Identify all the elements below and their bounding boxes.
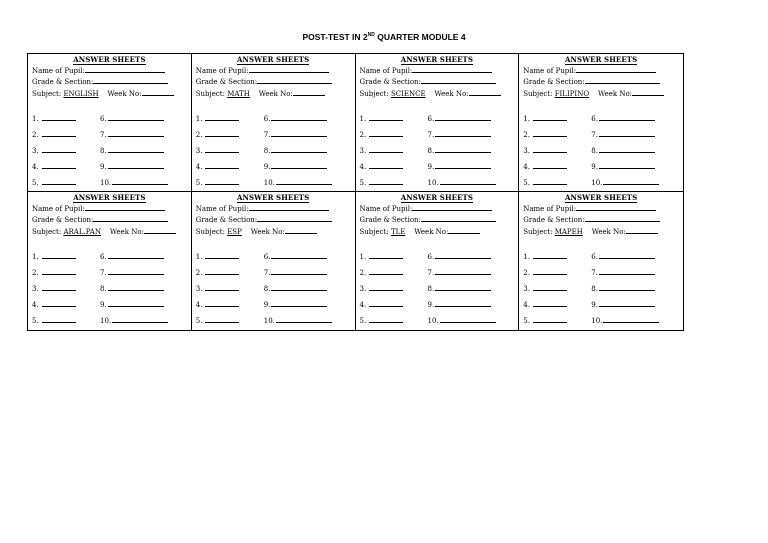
name-of-pupil-line: Name of Pupil: (523, 65, 679, 77)
answer-item: 6. (100, 113, 180, 125)
week-blank[interactable] (142, 88, 174, 96)
answer-item: 7. (264, 267, 344, 279)
answer-item: 4. (523, 299, 591, 311)
answer-blank[interactable] (440, 315, 496, 323)
answer-blank[interactable] (42, 315, 76, 323)
answer-item: 4. (523, 161, 591, 173)
answer-item: 9. (428, 161, 508, 173)
answer-blank[interactable] (440, 177, 496, 185)
answer-item: 3. (196, 283, 264, 295)
answer-item: 8. (264, 283, 344, 295)
answer-blank[interactable] (205, 251, 239, 259)
sheet-header: ANSWER SHEETS (400, 55, 473, 64)
name-blank[interactable] (249, 203, 329, 211)
answer-blank[interactable] (42, 267, 76, 275)
grade-section-line: Grade & Section: (196, 214, 351, 226)
answer-item: 10. (100, 177, 180, 189)
answer-blank[interactable] (108, 299, 164, 307)
answer-blank[interactable] (533, 299, 567, 307)
answer-item: 5. (523, 315, 591, 327)
grade-section-line: Grade & Section: (523, 214, 679, 226)
answer-item: 9. (264, 299, 344, 311)
answer-blank[interactable] (271, 145, 327, 153)
subject-line: Subject: MAPEH Week No: (523, 226, 679, 238)
answer-item: 7. (100, 267, 180, 279)
answer-blank[interactable] (205, 161, 239, 169)
answer-blank[interactable] (435, 251, 491, 259)
page-title: POST-TEST IN 2ND QUARTER MODULE 4 (302, 32, 466, 42)
answer-item: 10. (264, 177, 344, 189)
answer-item: 9. (428, 299, 508, 311)
answer-item: 3. (32, 283, 100, 295)
answer-item: 4. (32, 161, 100, 173)
sheet-header: ANSWER SHEETS (565, 193, 638, 202)
answer-item: 8. (428, 283, 508, 295)
sheet-header: ANSWER SHEETS (237, 55, 310, 64)
answer-item: 2. (32, 129, 100, 141)
answer-item: 7. (100, 129, 180, 141)
answer-blank[interactable] (205, 267, 239, 275)
subject-name: FILIPINO (554, 89, 590, 98)
sheet-header: ANSWER SHEETS (565, 55, 638, 64)
grade-blank[interactable] (257, 214, 332, 222)
answer-blank[interactable] (533, 161, 567, 169)
sheet-header: ANSWER SHEETS (237, 193, 310, 202)
answer-item: 7. (264, 129, 344, 141)
answer-item: 4. (360, 161, 428, 173)
week-blank[interactable] (144, 226, 176, 234)
answer-blank[interactable] (271, 113, 327, 121)
answer-blank[interactable] (369, 299, 403, 307)
answer-sheet (519, 192, 683, 330)
answer-item: 6. (428, 251, 508, 263)
name-of-pupil-line: Name of Pupil: (32, 65, 187, 77)
answer-item: 10. (428, 177, 508, 189)
answer-blank[interactable] (42, 129, 76, 137)
subject-name: MATH (227, 89, 250, 98)
answer-blank[interactable] (603, 315, 659, 323)
answer-item: 1. (523, 113, 591, 125)
grade-blank[interactable] (93, 76, 168, 84)
answer-blank[interactable] (108, 113, 164, 121)
answer-blank[interactable] (205, 113, 239, 121)
answer-blank[interactable] (533, 177, 567, 185)
answer-item: 10. (591, 177, 671, 189)
answer-blank[interactable] (271, 267, 327, 275)
answer-blank[interactable] (271, 299, 327, 307)
grade-section-line: Grade & Section: (360, 214, 515, 226)
answer-blank[interactable] (108, 129, 164, 137)
subject-line: Subject: TLE Week No: (360, 226, 515, 238)
subject-name: SCIENCE (390, 89, 426, 98)
answer-blank[interactable] (599, 145, 655, 153)
answer-item: 5. (360, 177, 428, 189)
answer-item: 2. (523, 129, 591, 141)
name-blank[interactable] (576, 65, 656, 73)
answer-blank[interactable] (108, 267, 164, 275)
subject-line: Subject: SCIENCE Week No: (360, 88, 515, 100)
answer-blank[interactable] (42, 177, 76, 185)
answer-item: 5. (523, 177, 591, 189)
answer-sheet (28, 192, 192, 330)
answer-item: 2. (196, 129, 264, 141)
answer-blank[interactable] (205, 315, 239, 323)
name-of-pupil-line: Name of Pupil: (196, 203, 351, 215)
answer-item: 6. (428, 113, 508, 125)
answer-blank[interactable] (533, 129, 567, 137)
answer-blank[interactable] (42, 145, 76, 153)
sheet-header: ANSWER SHEETS (73, 55, 146, 64)
answer-blank[interactable] (599, 283, 655, 291)
answer-list (523, 251, 679, 327)
answer-blank[interactable] (599, 251, 655, 259)
answer-item: 3. (523, 145, 591, 157)
answer-item: 8. (591, 145, 671, 157)
answer-blank[interactable] (271, 129, 327, 137)
week-blank[interactable] (469, 88, 501, 96)
answer-list (523, 113, 679, 189)
answer-item: 1. (360, 251, 428, 263)
answer-item: 5. (360, 315, 428, 327)
subject-line: Subject: MATH Week No: (196, 88, 351, 100)
answer-item: 4. (196, 299, 264, 311)
answer-item: 1. (523, 251, 591, 263)
name-blank[interactable] (576, 203, 656, 211)
answer-blank[interactable] (599, 299, 655, 307)
answer-item: 10. (591, 315, 671, 327)
name-of-pupil-line: Name of Pupil: (32, 203, 187, 215)
answer-list (360, 113, 515, 189)
week-blank[interactable] (626, 226, 658, 234)
subject-name: ARAL.PAN (63, 227, 101, 236)
answer-item: 1. (32, 251, 100, 263)
answer-blank[interactable] (599, 129, 655, 137)
answer-sheet (28, 54, 192, 192)
grade-section-line: Grade & Section: (360, 76, 515, 88)
answer-blank[interactable] (533, 267, 567, 275)
answer-blank[interactable] (369, 161, 403, 169)
answer-item: 8. (100, 145, 180, 157)
answer-item: 6. (591, 251, 671, 263)
answer-item: 10. (100, 315, 180, 327)
subject-name: ESP (227, 227, 242, 236)
answer-blank[interactable] (435, 299, 491, 307)
name-of-pupil-line: Name of Pupil: (523, 203, 679, 215)
answer-item: 7. (428, 129, 508, 141)
week-blank[interactable] (285, 226, 317, 234)
subject-line: Subject: ENGLISH Week No: (32, 88, 187, 100)
grade-section-line: Grade & Section: (32, 214, 187, 226)
answer-blank[interactable] (603, 177, 659, 185)
name-blank[interactable] (412, 203, 492, 211)
answer-blank[interactable] (533, 283, 567, 291)
answer-blank[interactable] (533, 113, 567, 121)
answer-item: 3. (32, 145, 100, 157)
answer-list (32, 251, 187, 327)
answer-blank[interactable] (533, 315, 567, 323)
grade-blank[interactable] (585, 214, 660, 222)
name-blank[interactable] (85, 203, 165, 211)
subject-name: TLE (390, 227, 406, 236)
subject-line: Subject: FILIPINO Week No: (523, 88, 679, 100)
answer-blank[interactable] (599, 161, 655, 169)
answer-list (196, 113, 351, 189)
answer-item: 8. (264, 145, 344, 157)
answer-item: 1. (32, 113, 100, 125)
answer-blank[interactable] (276, 315, 332, 323)
answer-sheet (356, 54, 520, 192)
grade-blank[interactable] (421, 76, 496, 84)
answer-blank[interactable] (205, 299, 239, 307)
answer-blank[interactable] (599, 267, 655, 275)
sheet-header: ANSWER SHEETS (400, 193, 473, 202)
answer-item: 2. (360, 267, 428, 279)
answer-blank[interactable] (435, 129, 491, 137)
grade-section-line: Grade & Section: (196, 76, 351, 88)
name-of-pupil-line: Name of Pupil: (360, 203, 515, 215)
week-blank[interactable] (293, 88, 325, 96)
answer-sheet (356, 192, 520, 330)
answer-blank[interactable] (112, 315, 168, 323)
answer-blank[interactable] (369, 113, 403, 121)
answer-item: 9. (591, 161, 671, 173)
answer-item: 10. (428, 315, 508, 327)
answer-item: 3. (196, 145, 264, 157)
answer-blank[interactable] (205, 283, 239, 291)
answer-item: 3. (523, 283, 591, 295)
answer-item: 4. (32, 299, 100, 311)
answer-item: 6. (100, 251, 180, 263)
answer-blank[interactable] (205, 177, 239, 185)
week-blank[interactable] (448, 226, 480, 234)
answer-item: 6. (264, 251, 344, 263)
subject-line: Subject: ARAL.PAN Week No: (32, 226, 187, 238)
answer-blank[interactable] (369, 267, 403, 275)
answer-item: 1. (196, 113, 264, 125)
answer-blank[interactable] (271, 283, 327, 291)
name-blank[interactable] (249, 65, 329, 73)
grade-blank[interactable] (257, 76, 332, 84)
answer-blank[interactable] (369, 315, 403, 323)
subject-name: ENGLISH (63, 89, 99, 98)
answer-item: 7. (591, 129, 671, 141)
answer-blank[interactable] (271, 251, 327, 259)
answer-sheet (519, 54, 683, 192)
name-blank[interactable] (85, 65, 165, 73)
answer-blank[interactable] (205, 145, 239, 153)
answer-item: 8. (428, 145, 508, 157)
answer-blank[interactable] (42, 299, 76, 307)
subject-line: Subject: ESP Week No: (196, 226, 351, 238)
answer-item: 9. (264, 161, 344, 173)
answer-blank[interactable] (205, 129, 239, 137)
week-blank[interactable] (632, 88, 664, 96)
answer-sheet (192, 192, 356, 330)
answer-item: 2. (360, 129, 428, 141)
answer-item: 5. (196, 177, 264, 189)
answer-item: 8. (591, 283, 671, 295)
answer-item: 3. (360, 283, 428, 295)
answer-blank[interactable] (276, 177, 332, 185)
answer-item: 6. (591, 113, 671, 125)
answer-item: 5. (32, 177, 100, 189)
answer-item: 1. (196, 251, 264, 263)
answer-item: 10. (264, 315, 344, 327)
answer-blank[interactable] (435, 267, 491, 275)
name-of-pupil-line: Name of Pupil: (196, 65, 351, 77)
answer-blank[interactable] (369, 251, 403, 259)
answer-item: 2. (523, 267, 591, 279)
answer-blank[interactable] (271, 161, 327, 169)
answer-list (32, 113, 187, 189)
answer-item: 8. (100, 283, 180, 295)
answer-item: 7. (428, 267, 508, 279)
answer-blank[interactable] (108, 145, 164, 153)
answer-blank[interactable] (533, 145, 567, 153)
answer-blank[interactable] (112, 177, 168, 185)
answer-item: 5. (196, 315, 264, 327)
answer-list (360, 251, 515, 327)
answer-item: 4. (360, 299, 428, 311)
answer-item: 5. (32, 315, 100, 327)
answer-blank[interactable] (42, 251, 76, 259)
answer-blank[interactable] (108, 283, 164, 291)
answer-item: 9. (591, 299, 671, 311)
subject-name: MAPEH (554, 227, 583, 236)
answer-item: 9. (100, 161, 180, 173)
answer-blank[interactable] (435, 145, 491, 153)
answer-sheet (192, 54, 356, 192)
answer-blank[interactable] (108, 251, 164, 259)
answer-blank[interactable] (435, 283, 491, 291)
answer-list (196, 251, 351, 327)
answer-blank[interactable] (369, 145, 403, 153)
sheet-header: ANSWER SHEETS (73, 193, 146, 202)
answer-blank[interactable] (533, 251, 567, 259)
answer-blank[interactable] (599, 113, 655, 121)
answer-item: 2. (196, 267, 264, 279)
grade-blank[interactable] (585, 76, 660, 84)
answer-item: 7. (591, 267, 671, 279)
answer-blank[interactable] (369, 129, 403, 137)
name-of-pupil-line: Name of Pupil: (360, 65, 515, 77)
answer-item: 4. (196, 161, 264, 173)
answer-blank[interactable] (42, 161, 76, 169)
answer-blank[interactable] (42, 283, 76, 291)
answer-item: 3. (360, 145, 428, 157)
answer-item: 1. (360, 113, 428, 125)
name-blank[interactable] (412, 65, 492, 73)
answer-sheets-grid (27, 53, 684, 331)
answer-item: 6. (264, 113, 344, 125)
grade-section-line: Grade & Section: (32, 76, 187, 88)
answer-blank[interactable] (42, 113, 76, 121)
grade-blank[interactable] (421, 214, 496, 222)
answer-blank[interactable] (369, 177, 403, 185)
answer-blank[interactable] (435, 161, 491, 169)
answer-item: 2. (32, 267, 100, 279)
answer-blank[interactable] (108, 161, 164, 169)
answer-blank[interactable] (435, 113, 491, 121)
answer-item: 9. (100, 299, 180, 311)
grade-blank[interactable] (93, 214, 168, 222)
grade-section-line: Grade & Section: (523, 76, 679, 88)
answer-blank[interactable] (369, 283, 403, 291)
